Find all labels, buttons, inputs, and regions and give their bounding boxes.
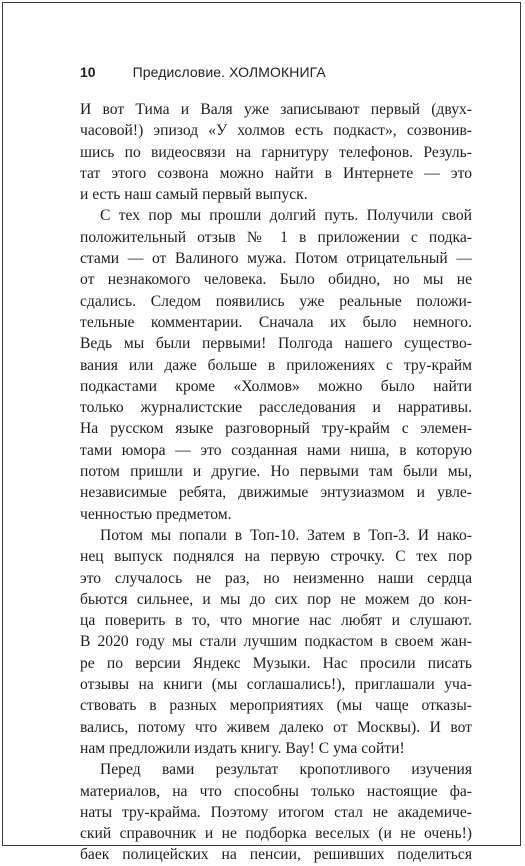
text-line: только журналистские расследования и нарративы. [80,399,472,417]
text-line: Ведь мы были первыми! Полгода нашего существо- [80,335,472,353]
text-line: нам предложили издать книгу. Вау! С ума сойти! [80,739,405,757]
running-header [80,64,326,84]
text-line: наты тру-крайма. Поэтому итогом стал не академиче- [80,803,472,821]
text-line: С тех пор мы прошли долгий путь. Получили свой [100,207,472,225]
chapter-title: Предисловие. ХОЛМОКНИГА [132,64,326,80]
text-line: шись по видеосвязи на гарнитуру телефонов. Резуль- [80,143,472,161]
text-line: Потом мы попали в Топ-10. Затем в Топ-3. И нако- [100,526,472,544]
text-line: потом пришли и другие. Но первыми там были мы, [80,463,472,481]
text-line: ствовать в разных мероприятиях (мы чаще отказы- [80,697,472,715]
text-line: ский справочник и не подборка веселых (и не очень!) [80,825,472,843]
text-line: материалов, на что способны только настоящие фа- [80,782,472,800]
text-line: На русском языке разговорный тру-крайм с элемен- [80,420,472,438]
text-line: вались, потому что живем далеко от Москвы). И вот [80,718,472,736]
text-line: часовой!) эпизод «У холмов есть подкаст», созвонив- [80,122,472,140]
text-line: независимые ребята, движимые энтузиазмом и увле- [80,484,472,502]
text-line: И вот Тима и Валя уже записывают первый (двух- [80,101,472,118]
text-line: тами юмора — это созданная нами ниша, в которую [80,441,472,459]
text-line: тельные комментарии. Сначала их было немного. [80,313,472,331]
page-number: 10 [80,64,96,80]
text-line: баек полицейских на пенсии, решивших поделиться [80,846,472,864]
text-line: сдались. Следом появились уже реальные положи- [80,292,472,310]
text-line: ченностью предметом. [80,505,232,523]
text-line: нец выпуск поднялся на первую строчку. С тех пор [80,548,472,566]
body-text [80,99,472,866]
text-line: положительный отзыв № 1 в приложении с подка- [80,228,472,246]
text-line: ца поверить в то, что многие нас любят и слушают. [80,612,472,630]
text-line: от незнакомого человека. Было обидно, но мы не [80,271,472,289]
text-line: подкастами кроме «Холмов» можно было найти [80,377,472,395]
text-line: ре по версии Яндекс Музыки. Нас просили писать [80,654,472,672]
text-line: бьются сильнее, и мы до сих пор не можем до кон- [80,590,472,608]
text-line: стами — от Валиного мужа. Потом отрицательный — [80,250,472,268]
text-line: В 2020 году мы стали лучшим подкастом в своем жан- [80,633,472,651]
text-line: это случалось не раз, но неизменно наши сердца [80,569,472,587]
text-line: Перед вами результат кропотливого изучения [100,761,472,779]
text-line: и есть наш самый первый выпуск. [80,186,308,204]
text-line: отзывы на книги (мы соглашались!), приглашали уча- [80,676,472,694]
text-line: вания или даже больше в приложениях с тру-крайм [80,356,472,374]
text-line: тат этого созвона можно найти в Интернете — это [80,164,472,182]
